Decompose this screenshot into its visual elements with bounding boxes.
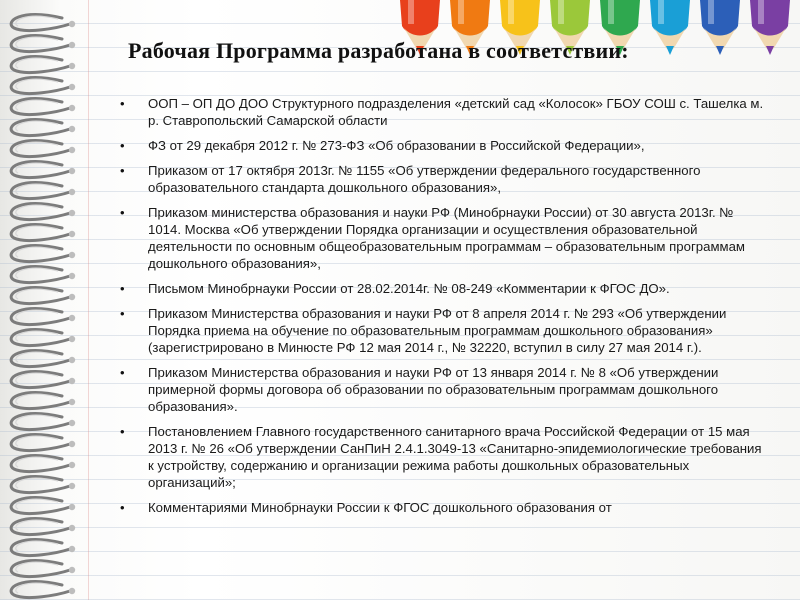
punch-hole	[69, 84, 75, 90]
list-item-text: ФЗ от 29 декабря 2012 г. № 273-ФЗ «Об образовании в Российской Федерации»,	[148, 138, 645, 153]
punch-hole	[69, 147, 75, 153]
punch-hole	[69, 294, 75, 300]
punch-hole	[69, 588, 75, 594]
spiral-ring-highlight	[16, 289, 58, 299]
spiral-ring	[11, 561, 70, 577]
bullet-icon: •	[120, 500, 125, 515]
list-item	[120, 423, 770, 491]
bullet-list	[120, 95, 770, 524]
list-item	[120, 162, 770, 196]
spiral-ring	[11, 309, 70, 325]
spiral-ring-highlight	[16, 184, 58, 194]
punch-hole	[69, 210, 75, 216]
spiral-ring-highlight	[16, 394, 58, 404]
punch-hole	[69, 126, 75, 132]
punch-hole	[69, 252, 75, 258]
spiral-ring	[11, 414, 70, 430]
spiral-ring-highlight	[16, 247, 58, 257]
bullet-icon: •	[120, 306, 125, 321]
spiral-ring	[11, 330, 70, 346]
spiral-ring	[11, 183, 70, 199]
punch-hole	[69, 420, 75, 426]
list-item-text: Приказом от 17 октября 2013г. № 1155 «Об утверждении федерального государственного образовательного стандарта дошкольного образования»,	[148, 163, 701, 195]
punch-hole	[69, 168, 75, 174]
spiral-ring	[11, 204, 70, 220]
punch-hole	[69, 42, 75, 48]
spiral-ring	[11, 393, 70, 409]
spiral-ring-highlight	[16, 163, 58, 173]
list-item	[120, 95, 770, 129]
spiral-ring	[11, 351, 70, 367]
spiral-ring-highlight	[16, 583, 58, 593]
spiral-ring	[11, 582, 70, 598]
list-item	[120, 305, 770, 356]
list-item	[120, 364, 770, 415]
spiral-ring	[11, 78, 70, 94]
spiral-ring-highlight	[16, 205, 58, 215]
spiral-ring-highlight	[16, 436, 58, 446]
punch-hole	[69, 567, 75, 573]
spiral-ring-highlight	[16, 478, 58, 488]
spiral-ring-highlight	[16, 352, 58, 362]
punch-hole	[69, 336, 75, 342]
spiral-ring	[11, 246, 70, 262]
spiral-ring	[11, 120, 70, 136]
list-item-text: Приказом Министерства образования и науки РФ от 8 апреля 2014 г. № 293 «Об утверждении Порядка приема на обучение по образовательным программам дошкольного образования» (зарегистрировано в Минюсте РФ 12 мая 2014 г., № 32220, вступил в силу 27 мая 2014 г.).	[148, 306, 727, 355]
spiral-ring-highlight	[16, 499, 58, 509]
spiral-ring-highlight	[16, 457, 58, 467]
pencil-tip	[750, 0, 790, 55]
punch-hole	[69, 357, 75, 363]
spiral-ring-highlight	[16, 541, 58, 551]
spiral-ring	[11, 288, 70, 304]
spiral-ring-highlight	[16, 562, 58, 572]
spiral-ring	[11, 372, 70, 388]
spiral-ring	[11, 498, 70, 514]
spiral-ring	[11, 267, 70, 283]
bullet-icon: •	[120, 96, 125, 111]
list-item	[120, 280, 770, 297]
spiral-ring-highlight	[16, 268, 58, 278]
bullet-icon: •	[120, 365, 125, 380]
list-item-text: Постановлением Главного государственного санитарного врача Российской Федерации от 15 мая 2013 г. № 26 «Об утверждении СанПиН 2.4.1.3049-13 «Санитарно-эпидемиологические требования к устройству, содержанию и организации режима работы дошкольных образовательных организаций»;	[148, 424, 762, 490]
spiral-ring-highlight	[16, 16, 58, 26]
punch-hole	[69, 504, 75, 510]
spiral-ring-highlight	[16, 415, 58, 425]
spiral-ring-highlight	[16, 520, 58, 530]
spiral-ring	[11, 36, 70, 52]
list-item-text: Письмом Минобрнауки России от 28.02.2014г. № 08-249 «Комментарии к ФГОС ДО».	[148, 281, 670, 296]
list-item-text: Приказом министерства образования и науки РФ (Минобрнауки России) от 30 августа 2013г. № 1014. Москва «Об утверждении Порядка организации и осуществления образовательной деятельности по основным общеобразовательным программам – образовательным программам дошкольного образования»,	[148, 205, 745, 271]
spiral-ring-highlight	[16, 79, 58, 89]
list-item-text: ООП – ОП ДО ДОО Структурного подразделения «детский сад «Колосок» ГБОУ СОШ с. Ташелка м. р. Ставропольский Самарской области	[148, 96, 764, 128]
list-item	[120, 499, 770, 516]
spiral-ring	[11, 456, 70, 472]
spiral-ring-highlight	[16, 373, 58, 383]
punch-hole	[69, 399, 75, 405]
punch-hole	[69, 63, 75, 69]
spiral-ring	[11, 435, 70, 451]
spiral-ring	[11, 99, 70, 115]
bullet-icon: •	[120, 424, 125, 439]
spiral-ring	[11, 141, 70, 157]
bullet-icon: •	[120, 138, 125, 153]
spiral-ring	[11, 519, 70, 535]
list-item-text: Приказом Министерства образования и науки РФ от 13 января 2014 г. № 8 «Об утверждении примерной формы договора об образовании по образовательным программам дошкольного образования».	[148, 365, 719, 414]
punch-hole	[69, 462, 75, 468]
punch-hole	[69, 21, 75, 27]
spiral-ring-highlight	[16, 121, 58, 131]
spiral-ring	[11, 162, 70, 178]
spiral-ring-highlight	[16, 37, 58, 47]
punch-hole	[69, 189, 75, 195]
punch-hole	[69, 483, 75, 489]
punch-hole	[69, 441, 75, 447]
spiral-ring-highlight	[16, 226, 58, 236]
spiral-ring	[11, 477, 70, 493]
spiral-ring-highlight	[16, 100, 58, 110]
spiral-ring-highlight	[16, 310, 58, 320]
bullet-icon: •	[120, 163, 125, 178]
punch-hole	[69, 315, 75, 321]
list-item	[120, 137, 770, 154]
list-item	[120, 204, 770, 272]
spiral-ring	[11, 225, 70, 241]
spiral-ring-highlight	[16, 58, 58, 68]
punch-hole	[69, 231, 75, 237]
spiral-binding-icon	[0, 0, 96, 600]
spiral-ring	[11, 15, 70, 31]
list-item-text: Комментариями Минобрнауки России к ФГОС дошкольного образования от	[148, 500, 612, 515]
bullet-icon: •	[120, 205, 125, 220]
punch-hole	[69, 525, 75, 531]
page-title: Рабочая Программа разработана в соответствии:	[128, 38, 629, 63]
punch-hole	[69, 273, 75, 279]
punch-hole	[69, 378, 75, 384]
punch-hole	[69, 105, 75, 111]
spiral-ring-highlight	[16, 331, 58, 341]
punch-hole	[69, 546, 75, 552]
spiral-ring-highlight	[16, 142, 58, 152]
spiral-ring	[11, 540, 70, 556]
bullet-icon: •	[120, 281, 125, 296]
spiral-ring	[11, 57, 70, 73]
